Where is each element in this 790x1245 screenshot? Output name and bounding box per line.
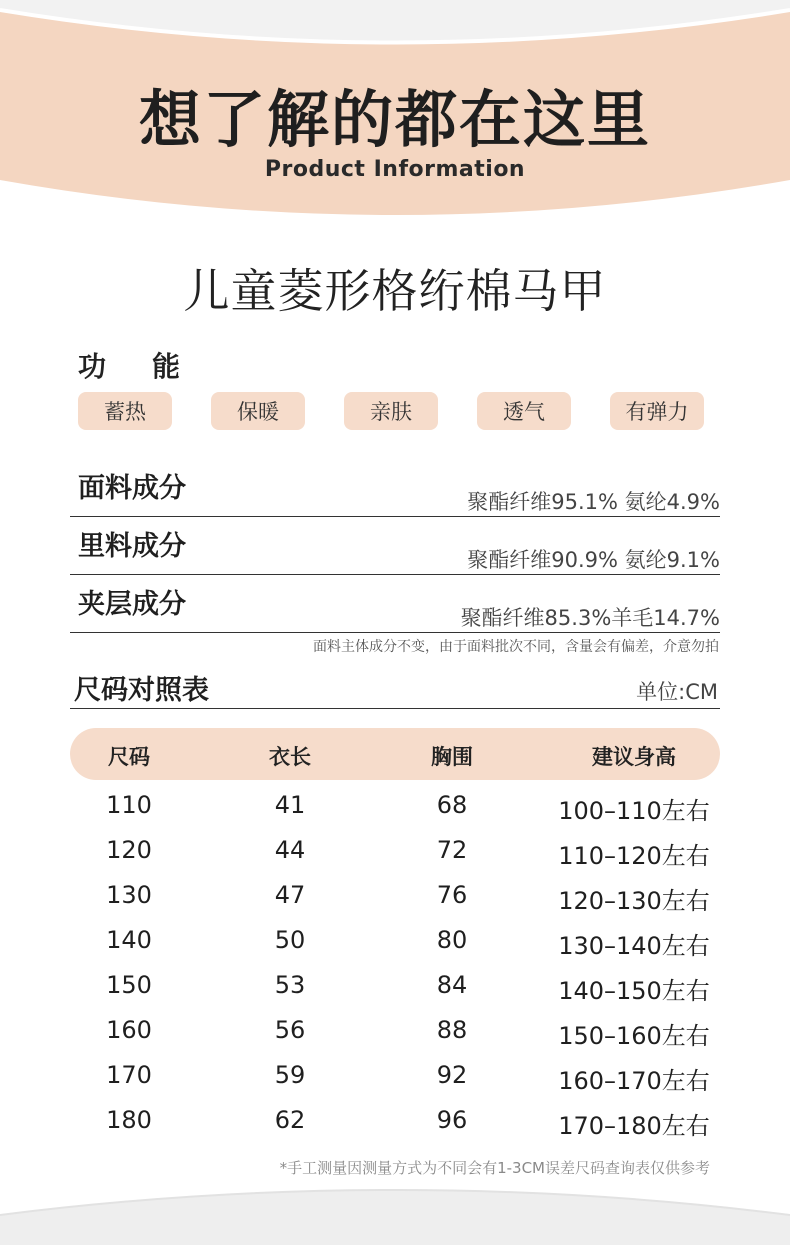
page-title: 想了解的都在这里	[138, 83, 651, 156]
function-tag: 保暖	[211, 392, 305, 430]
table-cell: 170	[106, 1061, 152, 1089]
table-cell: 170–180左右	[558, 1112, 710, 1140]
function-tag: 透气	[477, 392, 571, 430]
size-chart-label: 尺码对照表	[74, 675, 209, 706]
table-cell: 130–140左右	[558, 932, 710, 960]
table-row	[70, 877, 720, 917]
size-chart-header	[70, 662, 720, 709]
size-chart-footnote: *手工测量因测量方式为不同会有1-3CM误差尺码查询表仅供参考	[279, 1159, 710, 1177]
table-cell: 68	[436, 791, 468, 819]
table-cell: 96	[436, 1106, 468, 1134]
table-cell: 100–110左右	[558, 797, 710, 825]
table-row	[70, 967, 720, 1007]
table-cell: 62	[274, 1106, 306, 1134]
table-cell: 56	[274, 1016, 306, 1044]
function-tag: 有弹力	[610, 392, 704, 430]
function-tag: 亲肤	[344, 392, 438, 430]
table-cell: 150	[106, 971, 152, 999]
table-cell: 41	[274, 791, 306, 819]
table-cell: 53	[274, 971, 306, 999]
table-cell: 84	[436, 971, 468, 999]
footer-decoration	[0, 1175, 790, 1245]
table-cell: 47	[274, 881, 306, 909]
column-header-chest: 胸围	[431, 745, 473, 769]
table-cell: 50	[274, 926, 306, 954]
table-row	[70, 1012, 720, 1052]
table-cell: 140–150左右	[558, 977, 710, 1005]
table-row	[70, 922, 720, 962]
composition-note: 面料主体成分不变，由于面料批次不同，含量会有偏差，介意勿拍	[313, 639, 719, 655]
table-row	[70, 832, 720, 872]
table-row	[70, 1102, 720, 1142]
table-cell: 180	[106, 1106, 152, 1134]
table-row	[70, 1057, 720, 1097]
table-cell: 150–160左右	[558, 1022, 710, 1050]
page-subtitle: Product Information	[264, 157, 526, 182]
composition-value: 聚酯纤维90.9% 氨纶9.1%	[467, 548, 720, 572]
table-cell: 88	[436, 1016, 468, 1044]
function-tag: 蓄热	[78, 392, 172, 430]
composition-label: 里料成分	[78, 531, 186, 562]
size-chart-unit: 单位:CM	[636, 680, 718, 704]
composition-value: 聚酯纤维95.1% 氨纶4.9%	[467, 490, 720, 514]
composition-label: 夹层成分	[78, 589, 186, 620]
table-cell: 92	[436, 1061, 468, 1089]
column-header-length: 衣长	[269, 745, 311, 769]
composition-row-filling	[70, 582, 720, 633]
table-cell: 110–120左右	[558, 842, 710, 870]
size-table-header	[70, 728, 720, 780]
table-cell: 80	[436, 926, 468, 954]
table-cell: 72	[436, 836, 468, 864]
table-cell: 120–130左右	[558, 887, 710, 915]
composition-label: 面料成分	[78, 473, 186, 504]
composition-row-outer-fabric	[70, 466, 720, 517]
table-cell: 140	[106, 926, 152, 954]
table-cell: 160	[106, 1016, 152, 1044]
table-cell: 130	[106, 881, 152, 909]
function-tags	[78, 392, 718, 430]
product-name: 儿童菱形格绗棉马甲	[183, 264, 607, 318]
table-cell: 44	[274, 836, 306, 864]
table-cell: 76	[436, 881, 468, 909]
table-cell: 160–170左右	[558, 1067, 710, 1095]
composition-value: 聚酯纤维85.3%羊毛14.7%	[460, 606, 720, 630]
table-cell: 120	[106, 836, 152, 864]
column-header-height: 建议身高	[592, 745, 676, 769]
column-header-size: 尺码	[108, 745, 150, 769]
table-row	[70, 787, 720, 827]
composition-row-lining	[70, 524, 720, 575]
functions-label: 功能	[78, 350, 227, 383]
table-cell: 59	[274, 1061, 306, 1089]
table-cell: 110	[106, 791, 152, 819]
